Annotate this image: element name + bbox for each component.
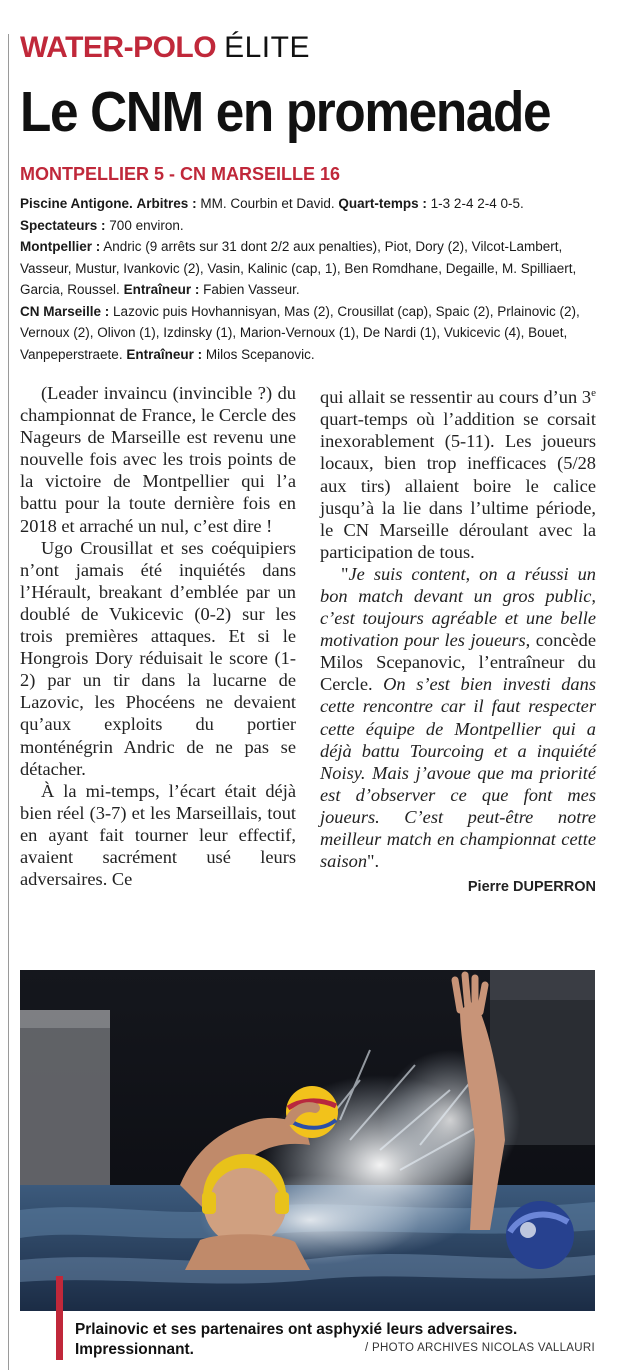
section-rubric: WATER-POLO	[20, 31, 217, 64]
facts-spectators-line	[20, 215, 610, 237]
referees: MM. Courbin et David.	[200, 196, 335, 211]
quote-close-mark: ".	[367, 851, 380, 872]
paragraph-3-continued-end: quart-temps où l’addition se corsait inexorablement (5-11). Les joueurs locaux, bien trop inefficaces (5/28 aux tirs) allaient boire le calice jusqu’à la lie dans l’ultime période, le CN Marseille déroulant avec la participation de tous.	[320, 409, 596, 562]
score-line: MONTPELLIER 5 - CN MARSEILLE 16	[20, 164, 341, 184]
article-column-1	[20, 382, 296, 890]
caption-accent-bar	[56, 1276, 63, 1360]
facts-marseille	[20, 301, 610, 366]
quarters-label: Quart-temps :	[338, 196, 427, 211]
facts-montpellier	[20, 236, 610, 301]
section-kicker	[20, 30, 310, 66]
column-rule	[8, 34, 9, 1370]
marseille-coach: Milos Scepanovic.	[205, 346, 315, 362]
photo-credit: / PHOTO ARCHIVES NICOLAS VALLAURI	[365, 1342, 595, 1354]
facts-venue-line	[20, 193, 610, 215]
headline: Le CNM en promenade	[20, 80, 551, 144]
montpellier-label: Montpellier :	[20, 239, 101, 254]
quote-open-mark: "	[341, 563, 349, 584]
photo-caption: Prlainovic et ses partenaires ont asphyxié leurs adversaires. Impressionnant.	[75, 1321, 518, 1358]
quote-part-1: Je suis content, on a réussi un bon match devant un gros public, c’est toujours agréable et une belle motivation pour les joueurs	[320, 563, 596, 651]
montpellier-coach: Fabien Vasseur.	[203, 282, 300, 297]
spectators: 700 environ.	[109, 217, 184, 233]
article-paragraph-1: (Leader invaincu (invincible ?) du championnat de France, le Cercle des Nageurs de Marseille est revenu une nouvelle fois avec les trois points de la victoire de Montpellier qui l’a battu pour la toute dernière fois en 2018 et arraché un nul, c’est dire !	[20, 383, 296, 536]
referees-label: Arbitres :	[136, 196, 197, 211]
spectators-label: Spectateurs :	[20, 217, 106, 233]
match-facts	[20, 193, 610, 365]
paragraph-3-continued-start: qui allait se ressentir au cours d’un 3	[320, 387, 592, 408]
article-paragraph-2: Ugo Crousillat et ses coéquipiers n’ont jamais été inquiétés dans l’Hérault, breakant d’emblée par un doublé de Vukicevic (0-2) sur les trois premières attaques. Et si le Hongrois Dory réduisait le score (1-2) par un tir dans la lucarne de Lazovic, les Phocéens ne devaient qu’aux exploits du portier monténégrin Andric de ne pas se détacher.	[20, 537, 296, 779]
water-polo-photo-illustration	[20, 970, 595, 1311]
quarters: 1-3 2-4 2-4 0-5.	[430, 196, 524, 211]
marseille-players: Lazovic puis Hovhannisyan, Mas (2), Crousillat (cap), Spaic (2), Prlainovic (2), Vernoux (2), Olivon (1), Izdinsky (1), Marion-Vernoux (1), De Nardi (1), Vukicevic (4), Bouet, Vanpeperstraete.	[20, 303, 580, 362]
byline: Pierre DUPERRON	[467, 879, 596, 896]
ordinal-superscript: e	[591, 387, 596, 399]
marseille-label: CN Marseille :	[20, 303, 110, 319]
quote-part-2: On s’est bien investi dans cette rencontre car il faut respecter cette équipe de Montpellier qui a déjà battu Tourcoing et a inquiété Noisy. Mais j’avoue que ma priorité est d’observer ce que font mes joueurs. C’est peut-être notre meilleur match en championnat cette saison	[320, 674, 596, 872]
quote-attribution: , concède Milos Scepanovic, l’entraîneur du Cercle.	[320, 630, 596, 695]
article-photo	[20, 970, 595, 1311]
montpellier-players: Andric (9 arrêts sur 31 dont 2/2 aux penalties), Piot, Dory (2), Vilcot-Lambert, Vasseur, Mustur, Ivankovic (2), Vasin, Kalinic (cap, 1), Ben Romdhane, Degaille, M. Spilliaert, Garcia, Roussel.	[20, 239, 577, 297]
section-level: ÉLITE	[224, 31, 310, 64]
article-column-2	[320, 382, 596, 898]
article-paragraph-3: À la mi-temps, l’écart était déjà bien réel (3-7) et les Marseillais, tout en ayant fait tourner leur effectif, avaient sacrément usé leurs adversaires. Ce	[20, 780, 296, 890]
montpellier-coach-label: Entraîneur :	[123, 282, 200, 297]
marseille-coach-label: Entraîneur :	[126, 346, 203, 362]
article-paragraph-3-continued	[320, 382, 596, 563]
article-quote-paragraph	[320, 563, 596, 872]
venue: Piscine Antigone.	[20, 196, 133, 211]
